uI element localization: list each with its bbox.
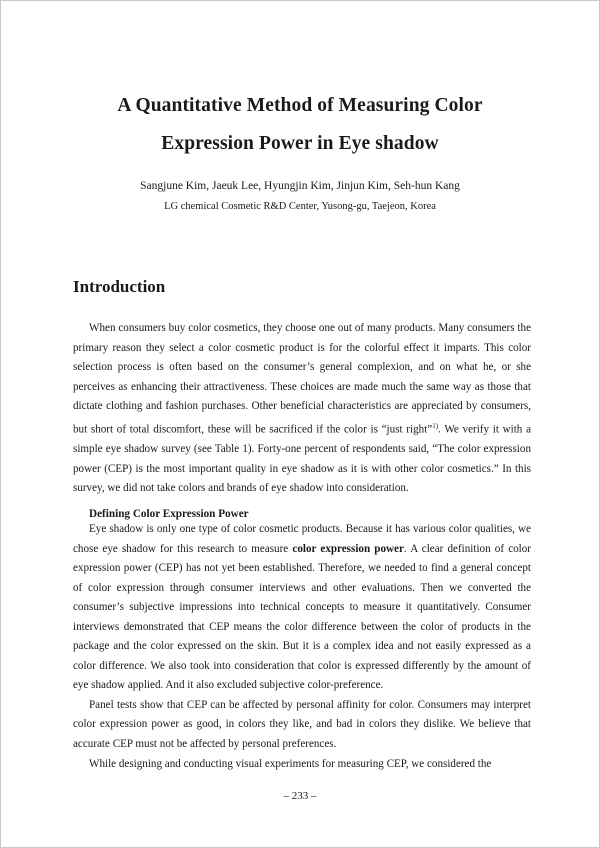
page-number: – 233 – (283, 790, 317, 802)
introduction-text-part-2: . We verify it with a simple eye shadow survey (see Table 1). Forty-one percent of respondents said, “The color expression power (CEP) is the most important quality in eye shadow as it is with other color cosmetics.” In this survey, we did not take colors and brands of eye shadow into consideration. (73, 423, 531, 495)
defining-paragraph-1 (73, 520, 531, 696)
defining-cep-body (73, 520, 531, 774)
introduction-body (73, 319, 531, 499)
defining-p1-text-a: Eye shadow is only one type of color cosmetic products. Because it has various color qualities, we chose eye shadow for this research to measure (73, 523, 531, 555)
defining-p1-bold-term: color expression power (292, 542, 404, 555)
subsection-heading-defining-cep: Defining Color Expression Power (89, 508, 249, 520)
defining-p1-text-b: . A clear definition of color expression power (CEP) has not yet been established. Therefore, we needed to find a general concept of color expression through consumer interviews and other evaluations. Then we converted the consumer’s subjective impressions into technical concepts to measure it quantitatively. Consumer interviews demonstrated that CEP means the color difference between the color of products in the package and the color expressed on the skin. But it is a complex idea and not easily expressed as a color difference. We also took into consideration that color is expressed differently by the amount of eye shadow applied. And it also excluded subjective color-preference. (73, 542, 531, 692)
paper-title-line-1: A Quantitative Method of Measuring Color (117, 95, 483, 116)
introduction-paragraph (73, 319, 531, 499)
section-heading-introduction: Introduction (73, 277, 166, 296)
author-list: Sangjune Kim, Jaeuk Lee, Hyungjin Kim, Jinjun Kim, Seh-hun Kang (140, 180, 460, 192)
introduction-text-part-1: When consumers buy color cosmetics, they choose one out of many products. Many consumers the primary reason they select a color cosmetic product is for the colorful effect it imparts. This color selection process is often based on the consumer’s general complexion, and on what he, or she perceives as enhancing their attractiveness. These choices are made much the same way as those that dictate clothing and fashion purchases. Other beneficial characteristics are appreciated by consumers, but short of total discomfort, these will be sacrificed if the color is “just right” (73, 322, 531, 436)
paper-title-line-2: Expression Power in Eye shadow (161, 133, 439, 154)
defining-paragraph-2: Panel tests show that CEP can be affected by personal affinity for color. Consumers may interpret color expression power as good, in colors they like, and bad in colors they dislike. We believe that accurate CEP must not be affected by personal preferences. (73, 698, 531, 751)
defining-paragraph-3: While designing and conducting visual experiments for measuring CEP, we considered the (89, 757, 492, 770)
author-affiliation: LG chemical Cosmetic R&D Center, Yusong-gu, Taejeon, Korea (164, 201, 436, 212)
reference-superscript: 1) (432, 421, 439, 430)
